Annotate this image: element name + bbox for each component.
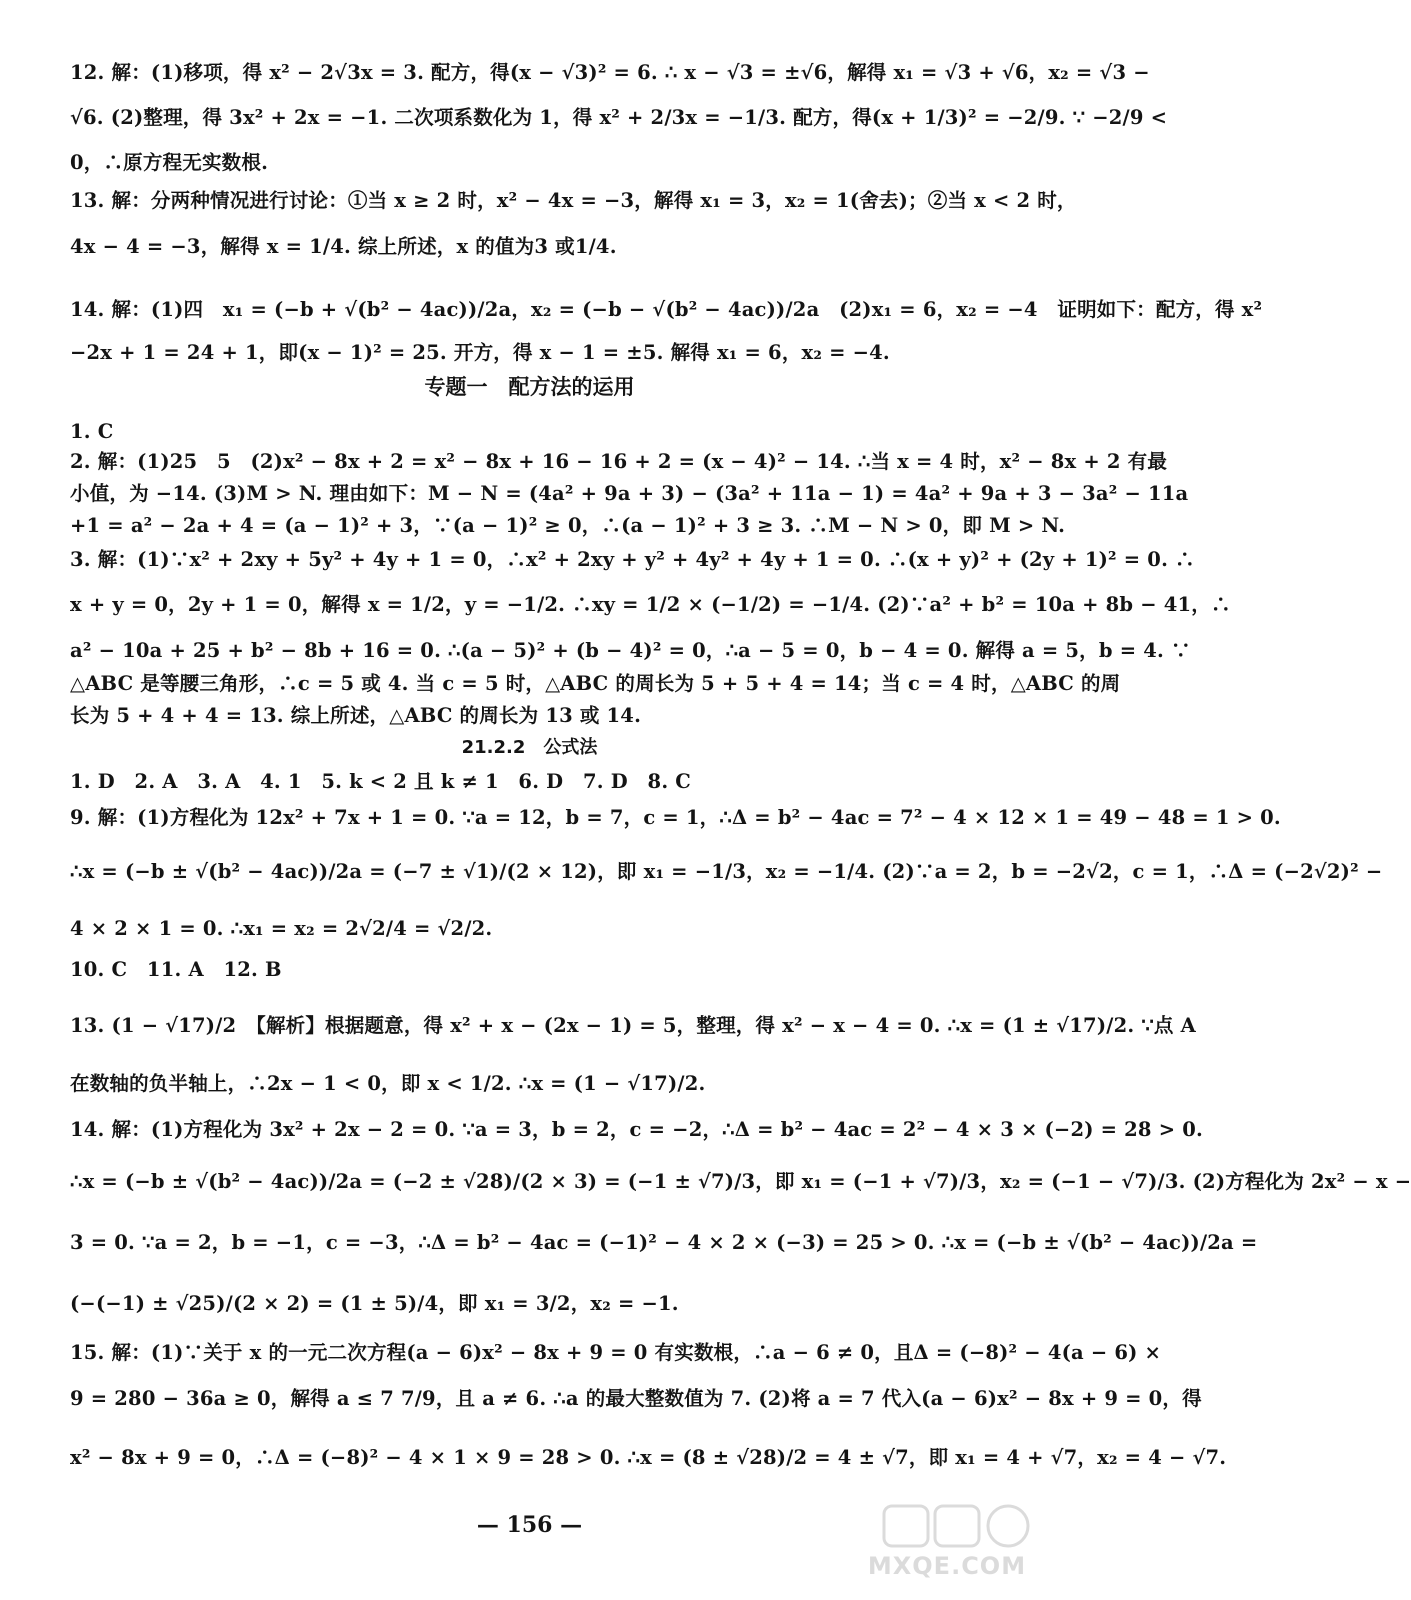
section-heading: 21.2.2 公式法 xyxy=(461,737,598,758)
text-line: 小值，为 −14. (3)M > N. 理由如下：M − N = (4a² + 9a + 3) − (3a² + 11a − 1) = 4a² + 9a + 3 − 3a² − 11a xyxy=(70,482,1189,505)
text-line: △ABC 是等腰三角形，∴c = 5 或 4. 当 c = 5 时，△ABC 的周长为 5 + 5 + 4 = 14；当 c = 4 时，△ABC 的周 xyxy=(70,672,1121,695)
text-line: 3. 解：(1)∵x² + 2xy + 5y² + 4y + 1 = 0，∴x² + 2xy + y² + 4y² + 4y + 1 = 0. ∴(x + y)² + (2y + 1)² = 0. ∴ xyxy=(70,548,1195,571)
text-line: x + y = 0，2y + 1 = 0，解得 x = 1/2，y = −1/2. ∴xy = 1/2 × (−1/2) = −1/4. (2)∵a² + b² = 10a + 8b − 41，∴ xyxy=(70,593,1231,616)
text-line: 3 = 0. ∵a = 2，b = −1，c = −3，∴Δ = b² − 4ac = (−1)² − 4 × 2 × (−3) = 25 > 0. ∴x = (−b ± √(b² − 4ac))/2a = xyxy=(70,1231,1258,1254)
text-line: 长为 5 + 4 + 4 = 13. 综上所述，△ABC 的周长为 13 或 14. xyxy=(70,704,642,727)
text-line: 0，∴原方程无实数根. xyxy=(70,151,269,174)
text-line: 14. 解：(1)四 x₁ = (−b + √(b² − 4ac))/2a，x₂ = (−b − √(b² − 4ac))/2a (2)x₁ = 6，x₂ = −4 证明如下：配方，得 x² xyxy=(70,298,1263,321)
text-line: ∴x = (−b ± √(b² − 4ac))/2a = (−7 ± √1)/(2 × 12)，即 x₁ = −1/3，x₂ = −1/4. (2)∵a = 2，b = −2√2，c = 1，∴Δ = (−2√2)² − xyxy=(70,860,1383,883)
watermark-logo-icon xyxy=(882,1502,1032,1550)
watermark-site: MXQE.COM xyxy=(867,1552,1027,1580)
text-line: ∴x = (−b ± √(b² − 4ac))/2a = (−2 ± √28)/(2 × 3) = (−1 ± √7)/3，即 x₁ = (−1 + √7)/3，x₂ = (−1 − √7)/3. (2)方程化为 2x² − x − xyxy=(70,1170,1411,1193)
text-line: (−(−1) ± √25)/(2 × 2) = (1 ± 5)/4，即 x₁ = 3/2，x₂ = −1. xyxy=(70,1292,679,1315)
text-line: 2. 解：(1)25 5 (2)x² − 8x + 2 = x² − 8x + 16 − 16 + 2 = (x − 4)² − 14. ∴当 x = 4 时，x² − 8x + 2 有最 xyxy=(70,450,1168,473)
text-line: −2x + 1 = 24 + 1，即(x − 1)² = 25. 开方，得 x − 1 = ±5. 解得 x₁ = 6，x₂ = −4. xyxy=(70,341,890,364)
text-line: 13. 解：分两种情况进行讨论：①当 x ≥ 2 时，x² − 4x = −3，解得 x₁ = 3，x₂ = 1(舍去)；②当 x < 2 时， xyxy=(70,189,1077,212)
text-line: 15. 解：(1)∵关于 x 的一元二次方程(a − 6)x² − 8x + 9 = 0 有实数根，∴a − 6 ≠ 0，且Δ = (−8)² − 4(a − 6) × xyxy=(70,1341,1162,1364)
watermark xyxy=(852,1502,1042,1592)
text-line: 13. (1 − √17)/2 【解析】根据题意，得 x² + x − (2x − 1) = 5，整理，得 x² − x − 4 = 0. ∴x = (1 ± √17)/2. ∵点 A xyxy=(70,1014,1196,1037)
text-line: 9. 解：(1)方程化为 12x² + 7x + 1 = 0. ∵a = 12，b = 7，c = 1，∴Δ = b² − 4ac = 7² − 4 × 12 × 1 = 49 − 48 = 1 > 0. xyxy=(70,806,1281,829)
text-line: 10. C 11. A 12. B xyxy=(70,958,282,981)
text-line: 4x − 4 = −3，解得 x = 1/4. 综上所述，x 的值为3 或1/4. xyxy=(70,235,617,258)
text-line: 4 × 2 × 1 = 0. ∴x₁ = x₂ = 2√2/4 = √2/2. xyxy=(70,917,493,940)
text-line: 1. C xyxy=(70,420,114,443)
text-line: +1 = a² − 2a + 4 = (a − 1)² + 3，∵(a − 1)² ≥ 0，∴(a − 1)² + 3 ≥ 3. ∴M − N > 0，即 M > N. xyxy=(70,514,1066,537)
text-line: √6. (2)整理，得 3x² + 2x = −1. 二次项系数化为 1，得 x² + 2/3x = −1/3. 配方，得(x + 1/3)² = −2/9. ∵ −2/9 < xyxy=(70,106,1168,129)
section-heading: 专题一 配方法的运用 xyxy=(424,375,635,399)
text-line: 1. D 2. A 3. A 4. 1 5. k < 2 且 k ≠ 1 6. D 7. D 8. C xyxy=(70,770,692,793)
text-line: a² − 10a + 25 + b² − 8b + 16 = 0. ∴(a − 5)² + (b − 4)² = 0，∴a − 5 = 0，b − 4 = 0. 解得 a = 5，b = 4. ∵ xyxy=(70,639,1191,662)
text-line: 9 = 280 − 36a ≥ 0，解得 a ≤ 7 7/9，且 a ≠ 6. ∴a 的最大整数值为 7. (2)将 a = 7 代入(a − 6)x² − 8x + 9 = 0，得 xyxy=(70,1387,1202,1410)
text-line: x² − 8x + 9 = 0，∴Δ = (−8)² − 4 × 1 × 9 = 28 > 0. ∴x = (8 ± √28)/2 = 4 ± √7，即 x₁ = 4 + √7，x₂ = 4 − √7. xyxy=(70,1446,1227,1469)
text-line: 14. 解：(1)方程化为 3x² + 2x − 2 = 0. ∵a = 3，b = 2，c = −2，∴Δ = b² − 4ac = 2² − 4 × 3 × (−2) = 28 > 0. xyxy=(70,1118,1203,1141)
page-number: — 156 — xyxy=(476,1512,583,1538)
text-line: 在数轴的负半轴上，∴2x − 1 < 0，即 x < 1/2. ∴x = (1 − √17)/2. xyxy=(70,1072,706,1095)
text-line: 12. 解：(1)移项，得 x² − 2√3x = 3. 配方，得(x − √3)² = 6. ∴ x − √3 = ±√6，解得 x₁ = √3 + √6，x₂ = √3 − xyxy=(70,61,1150,84)
